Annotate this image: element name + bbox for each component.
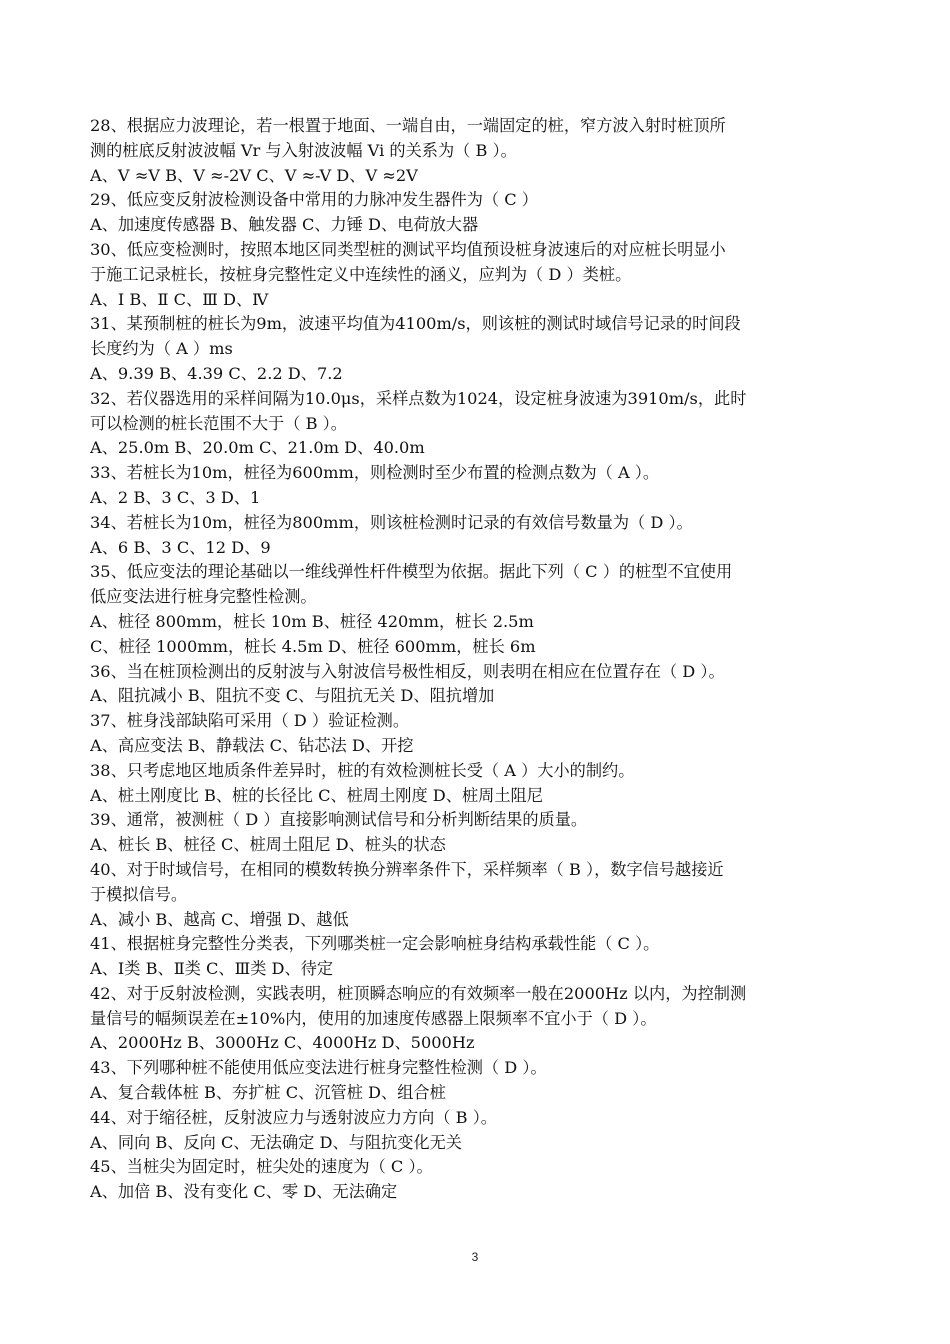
text-line: 30、低应变检测时，按照本地区同类型桩的测试平均值预设桩身波速后的对应桩长明显小 (90, 239, 726, 259)
text-line: 量信号的幅频误差在±10%内，使用的加速度传感器上限频率不宜小于（ D ）。 (90, 1008, 657, 1028)
text-line: 长度约为（ A ）ms (90, 339, 233, 359)
question-list (90, 114, 860, 1205)
text-line: 41、根据桩身完整性分类表，下列哪类桩一定会影响桩身结构承载性能（ C ）。 (90, 934, 660, 954)
text-line: 42、对于反射波检测，实践表明，桩顶瞬态响应的有效频率一般在2000Hz 以内，为控制测 (90, 983, 747, 1003)
text-line: A、复合载体桩 B、夯扩桩 C、沉管桩 D、组合桩 (90, 1083, 446, 1103)
text-line: A、加速度传感器 B、触发器 C、力锤 D、电荷放大器 (90, 215, 479, 235)
text-line: 31、某预制桩的桩长为9m，波速平均值为4100m/s，则该桩的测试时域信号记录的时间段 (90, 314, 741, 334)
text-line: 28、根据应力波理论，若一根置于地面、一端自由，一端固定的桩，窄方波入射时桩顶所 (90, 116, 726, 135)
text-line: A、高应变法 B、静载法 C、钻芯法 D、开挖 (90, 735, 414, 755)
text-line: 32、若仪器选用的采样间隔为10.0μs，采样点数为1024，设定桩身波速为3910m/s，此时 (90, 388, 747, 408)
text-line: A、阻抗减小 B、阻抗不变 C、与阻抗无关 D、阻抗增加 (90, 686, 495, 706)
text-line: A、Ⅰ类 B、Ⅱ类 C、Ⅲ类 D、待定 (90, 959, 334, 979)
text-line: A、V ≈V B、V ≈-2V C、V ≈-V D、V ≈2V (90, 165, 418, 185)
text-line: A、桩土刚度比 B、桩的长径比 C、桩周土刚度 D、桩周土阻尼 (90, 785, 543, 805)
text-line: 34、若桩长为10m，桩径为800mm，则该桩检测时记录的有效信号数量为（ D ）。 (90, 512, 693, 532)
text-line: 于模拟信号。 (90, 884, 188, 904)
text-line: A、9.39 B、4.39 C、2.2 D、7.2 (90, 363, 343, 383)
text-line: 40、对于时域信号，在相同的模数转换分辨率条件下，采样频率（ B ），数字信号越接近 (90, 859, 724, 879)
text-line: 可以检测的桩长范围不大于（ B ）。 (90, 413, 347, 433)
text-line: A、减小 B、越高 C、增强 D、越低 (90, 909, 349, 929)
text-line: 38、只考虑地区地质条件差异时，桩的有效检测桩长受（ A ）大小的制约。 (90, 760, 635, 780)
text-line: 37、桩身浅部缺陷可采用（ D ）验证检测。 (90, 711, 410, 731)
text-line: 44、对于缩径桩，反射波应力与透射波应力方向（ B ）。 (90, 1107, 497, 1127)
text-line: C、桩径 1000mm，桩长 4.5m D、桩径 600mm，桩长 6m (90, 636, 536, 656)
text-line: A、桩长 B、桩径 C、桩周土阻尼 D、桩头的状态 (90, 835, 446, 855)
text-line: A、6 B、3 C、12 D、9 (90, 537, 271, 557)
text-line: 36、当在桩顶检测出的反射波与入射波信号极性相反，则表明在相应在位置存在（ D ）。 (90, 661, 725, 681)
text-line: 29、低应变反射波检测设备中常用的力脉冲发生器件为（ C ） (90, 190, 538, 210)
text-line: 45、当桩尖为固定时，桩尖处的速度为（ C ）。 (90, 1157, 433, 1177)
page-number: 3 (471, 1250, 479, 1264)
text-line: 低应变法进行桩身完整性检测。 (90, 587, 317, 607)
text-line: A、桩径 800mm，桩长 10m B、桩径 420mm，桩长 2.5m (90, 611, 534, 631)
text-line: A、25.0m B、20.0m C、21.0m D、40.0m (90, 438, 425, 458)
text-line: A、同向 B、反向 C、无法确定 D、与阻抗变化无关 (90, 1132, 462, 1152)
text-line: 于施工记录桩长，按桩身完整性定义中连续性的涵义，应判为（ D ）类桩。 (90, 264, 632, 284)
text-line: 33、若桩长为10m，桩径为600mm，则检测时至少布置的检测点数为（ A ）。 (90, 463, 660, 483)
text-line: 43、下列哪种桩不能使用低应变法进行桩身完整性检测（ D ）。 (90, 1058, 547, 1078)
text-line: 39、通常，被测桩（ D ）直接影响测试信号和分析判断结果的质量。 (90, 810, 588, 830)
text-line: 35、低应变法的理论基础以一维线弹性杆件模型为依据。据此下列（ C ）的桩型不宜使用 (90, 562, 733, 582)
text-line: A、2 B、3 C、3 D、1 (90, 487, 261, 507)
text-line: A、Ⅰ B、Ⅱ C、Ⅲ D、Ⅳ (90, 289, 269, 309)
text-line: A、2000Hz B、3000Hz C、4000Hz D、5000Hz (90, 1033, 475, 1053)
text-line: A、加倍 B、没有变化 C、零 D、无法确定 (90, 1182, 398, 1202)
text-line: 测的桩底反射波波幅 Vr 与入射波波幅 Vi 的关系为（ B ）。 (90, 140, 517, 160)
